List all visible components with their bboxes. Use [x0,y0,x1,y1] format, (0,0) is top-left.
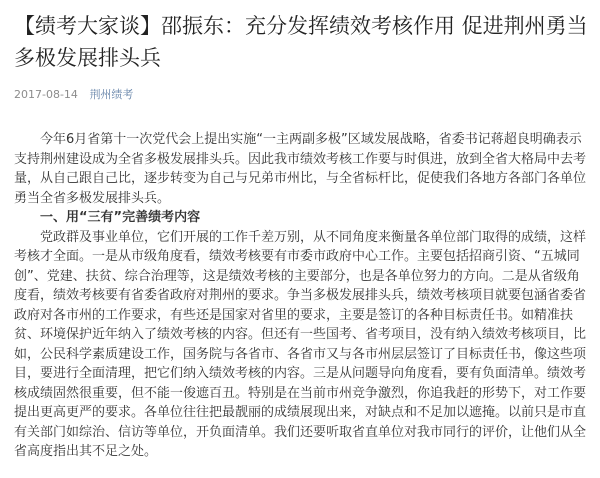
article-meta [14,86,588,104]
publish-date: 2017-08-14 [14,88,78,101]
paragraph: 党政群及事业单位，它们开展的工作千差万别，从不同角度来衡量各单位部门取得的成绩，这样考核才全面。一是从市级角度看，绩效考核要有市委市政府中心工作。主要包括招商引资、“五城同创”、党建、扶贫、综合治理等，这是绩效考核的主要部分，也是各单位努力的方向。二是从省级角度看，绩效考核要有省委省政府对荆州的要求。争当多极发展排头兵，绩效考核项目就要包涵省委省政府对各市州的工作要求，有些还是国家对省里的要求，主要是签订的各种目标责任书。如精准扶贫、环境保护近年纳入了绩效考核的内容。但还有一些国考、省考项目，没有纳入绩效考核项目，比如，公民科学素质建设工作，国务院与各省市、各省市又与各市州层层签订了目标责任书，像这些项目，要进行全面清理，把它们纳入绩效考核的内容。三是从问题导向角度看，要有负面清单。绩效考核成绩固然很重要，但不能一俊遮百丑。特别是在当前市州竞争激烈，你追我赶的形势下，对工作要提出更高更严的要求。各单位往往把最靓丽的成绩展现出来，对缺点和不足加以遮掩。以前只是市直有关部门如综治、信访等单位，开负面清单。我们还要听取省直单位对我市同行的评价，让他们从全省高度指出其不足之处。 [14,229,587,459]
paragraph: 今年6月省第十一次党代会上提出实施“一主两副多极”区域发展战略，省委书记蒋超良明确表示支持荆州建设成为全省多极发展排头兵。因此我市绩效考核工作要与时俱进，放到全省大格局中去考量，从自己跟自己比，逐步转变为自己与兄弟市州比，与全省标杆比，促使我们各地方各部门各单位勇当全省多极发展排头兵。 [14,132,587,206]
section-heading: 一、用“三有”完善绩考内容 [40,210,201,225]
article-body [14,130,588,462]
source-account-link[interactable]: 荆州绩考 [89,88,134,101]
article-title: 【绩考大家谈】邵振东：充分发挥绩效考核作用 促进荆州勇当多极发展排头兵 [14,14,588,70]
